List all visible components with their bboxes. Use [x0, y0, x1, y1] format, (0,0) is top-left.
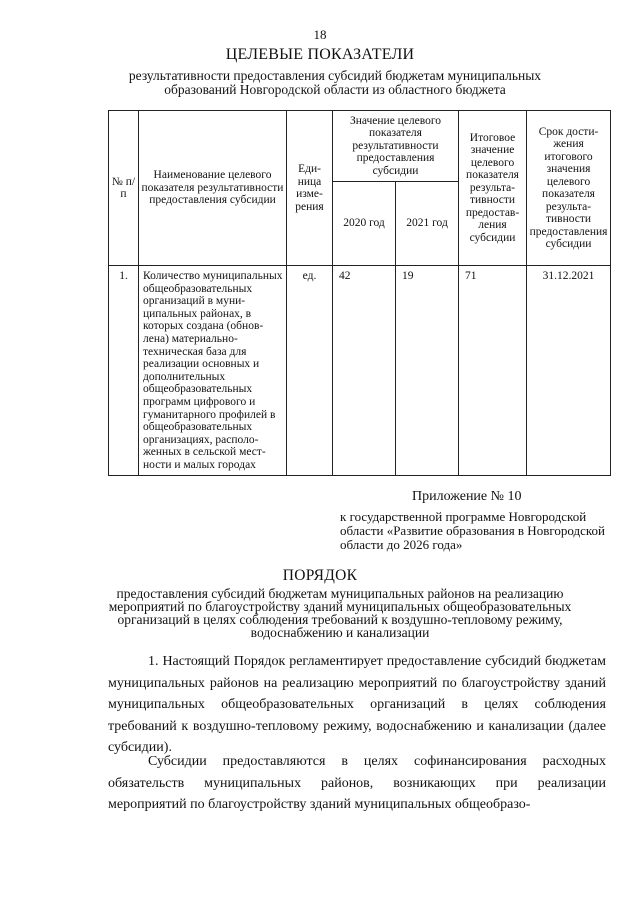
row-deadline: 31.12.2021 [527, 266, 611, 476]
row-value-2020: 42 [333, 266, 396, 476]
row-final-value: 71 [459, 266, 527, 476]
paragraph-1: 1. Настоящий Порядок регламентирует предоставление субсидий бюджетам муниципальных районов на реализацию мероприятий по благоустройству зданий муниципальных общеобразовательных организаций в целях соблюдения требований к воздушно-тепловому режиму, водоснабжению и канализации (далее субсидии). [108, 654, 606, 755]
header-indicator-name: Наименование целевого показателя результативности предоставления субсидии [139, 111, 287, 266]
page-number: 18 [313, 27, 327, 42]
header-year-2020: 2020 год [333, 182, 396, 266]
header-number: № п/п [109, 111, 139, 266]
order-title: ПОРЯДОК [282, 567, 358, 584]
appendix-reference: к государственной программе Новгородской области «Развитие образования в Новгородской области до 2026 года» [340, 509, 605, 552]
row-number: 1. [109, 266, 139, 476]
header-deadline: Срок достижения итогового значения целевого показателя результативности предоставления субсидии [527, 111, 611, 266]
row-indicator-name: Количество муниципальных общеобразовательных организаций в муниципальных районах, в которых создана (обновлена) материально-техническая база для реализации основных и дополнительных общеобразовательных программ цифрового и гуманитарного профилей в общеобразовательных организациях, расположенных в сельской местности и малых городах [139, 266, 287, 476]
indicators-table [108, 110, 611, 476]
order-subtitle: предоставления субсидий бюджетам муниципальных районов на реализацию мероприятий по благоустройству зданий муниципальных общеобразовательных организаций в целях соблюдения требований к воздушно-тепловому режиму, водоснабжению и канализации [108, 586, 572, 640]
table-row [109, 266, 611, 476]
header-unit: Единица измерения [287, 111, 333, 266]
header-target-value: Значение целевого показателя результативности предоставления субсидии [333, 111, 459, 182]
paragraph-2: Субсидии предоставляются в целях софинансирования расходных обязательств муниципальных районов, возникающих при реализации мероприятий по благоустройству зданий муниципальных общеобразо- [108, 754, 606, 812]
appendix-label: Приложение № 10 [412, 489, 522, 504]
header-year-2021: 2021 год [396, 182, 459, 266]
document-title: ЦЕЛЕВЫЕ ПОКАЗАТЕЛИ [225, 46, 415, 63]
row-unit: ед. [287, 266, 333, 476]
header-final-value: Итоговое значение целевого показателя результативности предоставления субсидии [459, 111, 527, 266]
document-subtitle: результативности предоставления субсидий бюджетам муниципальных образований Новгородской области из областного бюджета [128, 68, 542, 97]
row-value-2021: 19 [396, 266, 459, 476]
